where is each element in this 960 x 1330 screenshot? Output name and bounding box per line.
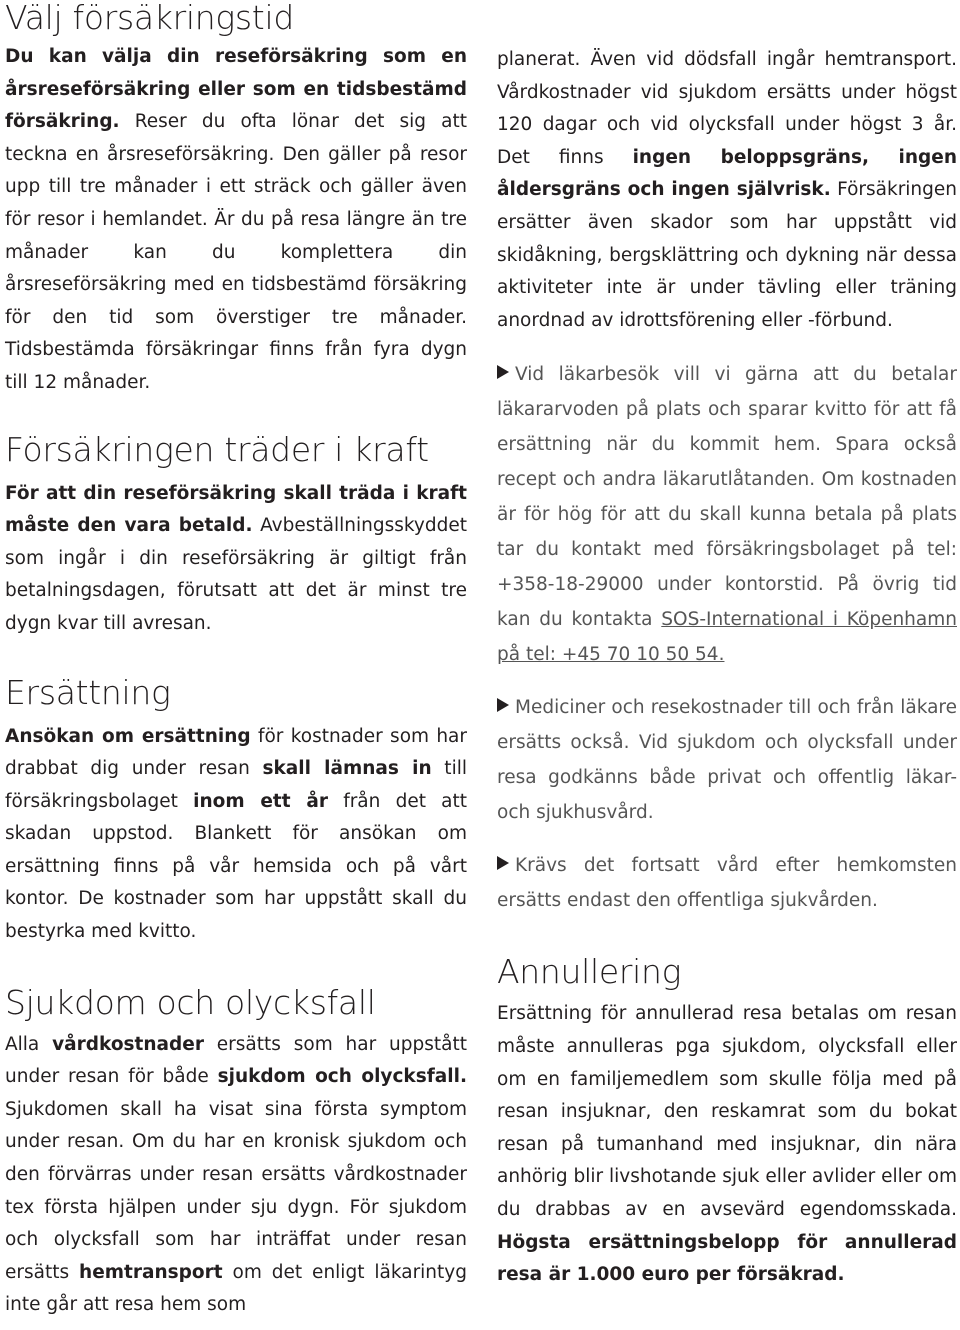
- paragraph-ersattning: [5, 721, 467, 949]
- text: till försäkringsbolaget: [5, 758, 467, 812]
- bold-inom-ett-ar: inom ett år: [193, 790, 328, 812]
- text: från det att skadan uppstod. Blankett för ansökan om ersättning finns på vår hemsida och på vårt kontor. De kostnader som har uppstått skall du bestyrka med kvitto.: [5, 790, 467, 943]
- bold-skall-lamnas: skall lämnas in: [262, 758, 432, 780]
- text: Avbeställningsskyddet som ingår i din reseförsäkring är giltigt från betalningsdagen, förutsatt att det är minst tre dygn kvar till avresan.: [5, 515, 467, 634]
- text: Sjukdomen skall ha visat sina första symptom under resan. Om du har en kronisk sjukdom och den förvärras under resan ersätts vårdkostnader tex första hjälpen under sju dygn. För sjukdom och olycksfall som har inträffat under resan ersätts: [5, 1098, 467, 1283]
- paragraph-forsakringstid: [5, 41, 467, 400]
- triangle-right-icon: [497, 365, 509, 379]
- heading-trader-i-kraft: Försäkringen träder i kraft: [5, 429, 429, 469]
- paragraph-annullering: [497, 998, 957, 1291]
- heading-valj-forsakringstid: Välj försäkringstid: [5, 0, 294, 37]
- bold-betald: För att din reseförsäkring skall träda i kraft måste den vara betald.: [5, 482, 467, 537]
- bold-ingen-beloppsgrans: ingen beloppsgräns, ingen åldersgräns och ingen självrisk.: [497, 146, 957, 201]
- heading-sjukdom-och-olycksfall: Sjukdom och olycksfall: [5, 982, 376, 1022]
- text: Reser du ofta lönar det sig att teckna en årsreseförsäkring. Den gäller på resor upp till tre månader i ett sträck och gäller även för resor i hemlandet. Är du på resa längre än tre månader kan du komplettera din årsreseförsäkring med en tidsbestämd försäkring för den tid som överstiger tre månader. Tidsbestämda försäkringar finns från fyra dygn till 12 månader.: [5, 111, 467, 393]
- heading-annullering: Annullering: [497, 952, 682, 992]
- right-column: [497, 0, 957, 1292]
- sos-international-link[interactable]: SOS-International i Köpenhamn på tel: +45 70 10 50 54.: [497, 609, 957, 666]
- bullet-mediciner: [497, 690, 957, 830]
- bold-hemtransport: hemtransport: [79, 1261, 223, 1283]
- text: Försäkringen ersätter även skador som har uppstått vid skidåkning, bergsklättring och dykning när dessa aktiviteter inte är under tävling eller träning anordnad av idrottsförening eller -förbund.: [497, 179, 958, 331]
- text: Alla: [5, 1033, 53, 1055]
- text: Ersättning för annullerad resa betalas om resan måste annulleras pga sjukdom, olycksfall eller om en familjemedlem som skulle följa med på resan insjuknar, den reskamrat som du bokat resan på tumanhand med insjuknar, din nära anhörig blir livshotande sjuk eller avlider eller om du drabbas av en avsevärd egendomsskada.: [497, 1003, 957, 1220]
- triangle-right-icon: [497, 698, 509, 712]
- bullet-fortsatt-vard: [497, 848, 957, 918]
- paragraph-sjukdom: [5, 1029, 467, 1322]
- bold-sjukdom-olycksfall: sjukdom och olycksfall.: [217, 1066, 467, 1088]
- triangle-right-icon: [497, 856, 509, 870]
- paragraph-continued: [497, 44, 957, 337]
- bold-vardkostnader: vårdkostnader: [52, 1033, 204, 1055]
- text: för kostnader som har drabbat dig under resan: [5, 725, 467, 780]
- text: planerat. Även vid dödsfall ingår hemtransport. Vårdkostnader vid sjukdom ersätts under högst 120 dagar och vid olycksfall under högst 3 år. Det finns: [497, 49, 957, 168]
- left-column: [5, 0, 467, 1322]
- bullet-lakarbesok: [497, 357, 957, 672]
- text: ersätts som har uppstått under resan för både: [5, 1033, 467, 1088]
- text: om det enligt läkarintyg inte går att resa hem som: [5, 1261, 467, 1316]
- heading-ersattning: Ersättning: [5, 672, 171, 712]
- bold-hogsta-belopp: Högsta ersättningsbelopp för annullerad resa är 1.000 euro per försäkrad.: [497, 1231, 957, 1286]
- text: Mediciner och resekostnader till och från läkare ersätts också. Vid sjukdom och olycksfall under resa godkänns både privat och offentlig läkar- och sjukhusvård.: [497, 697, 957, 824]
- text: Vid läkarbesök vill vi gärna att du betalar läkararvoden på plats och sparar kvitto för att få ersättning när du kommit hem. Spara också recept och andra läkarutlåtanden. Om kostnaden är för hög för att du skall kunna betala på plats tar du kontakt med försäkringsbolaget på tel: +358-18-29000 under kontorstid. På övrig tid kan du kontakta: [497, 364, 957, 631]
- bold-intro: Du kan välja din reseförsäkring som en årsreseförsäkring eller som en tidsbestämd försäkring.: [5, 46, 467, 133]
- bold-ansokan: Ansökan om ersättning: [5, 725, 251, 747]
- text: Krävs det fortsatt vård efter hemkomsten ersätts endast den offentliga sjukvården.: [497, 855, 957, 912]
- paragraph-trader-i-kraft: [5, 478, 467, 641]
